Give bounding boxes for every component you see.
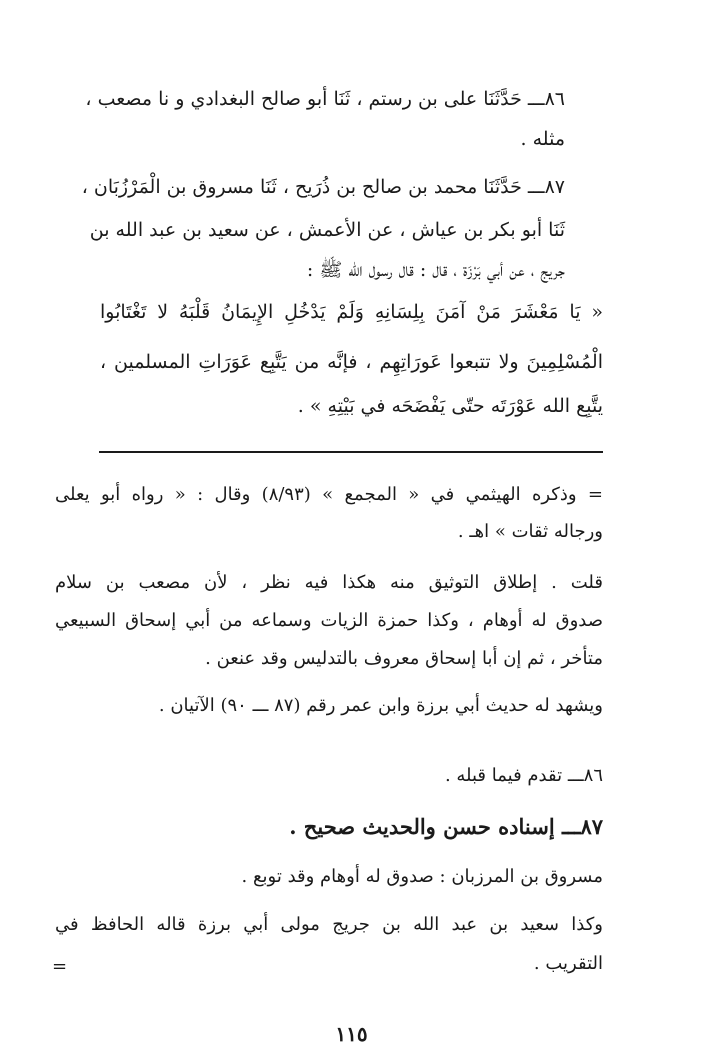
- footnote-continuation-line-1: = وذكره الهيثمي في « المجمع » (٨/٩٣) وقال : « رواه أبو يعلى: [55, 484, 603, 505]
- footnote-87-line-3: التقريب .: [533, 953, 603, 974]
- hadith-86-line-2: مثله .: [520, 128, 565, 150]
- page-number: ١١٥: [335, 1022, 368, 1046]
- footnote-87-heading: ٨٧ـــ إسناده حسن والحديث صحيح .: [289, 814, 603, 839]
- footnote-witness: ويشهد له حديث أبي برزة وابن عمر رقم (٨٧ ـــ ٩٠) الآتيان .: [158, 695, 603, 716]
- hadith-87-line-4: « يَا مَعْشَرَ مَنْ آمَنَ بِلِسَانِهِ وَلَمْ يَدْخُلِ الإِيمَانُ قَلْبَهُ لا تَغْتَابُوا: [100, 301, 603, 323]
- hadith-86-line-1: ٨٦ـــ حَدَّثَنَا على بن رستم ، ثَنَا أبو صالح البغدادي و نا مصعب ،: [85, 88, 565, 110]
- footnote-separator: [99, 451, 603, 453]
- hadith-87-line-6: يتَّبِع الله عَوْرَتَه حتّى يَفْضَحَه في بَيْتِهِ » .: [297, 395, 603, 417]
- footnote-note-line-1: قلت . إطلاق التوثيق منه هكذا فيه نظر ، لأن مصعب بن سلام: [55, 572, 603, 593]
- continuation-mark: =: [52, 956, 68, 977]
- hadith-87-line-2: ثَنَا أبو بكر بن عياش ، عن الأعمش ، عن سعيد بن عبد الله بن: [89, 219, 565, 241]
- footnote-87-line-1: مسروق بن المرزبان : صدوق له أوهام وقد توبع .: [241, 866, 603, 887]
- hadith-87-line-3: جريج ، عن أبي بَرْزَة ، قال : قال رسول الله ﷺ :: [306, 259, 565, 281]
- footnote-continuation-line-2: ورجاله ثقات » اهـ .: [457, 521, 603, 542]
- hadith-87-line-5: الْمُسْلِمِينَ ولا تتبعوا عَورَاتِهِم ، فإنَّه من يَتَّبِع عَوَرَاتِ المسلمين ،: [100, 351, 603, 373]
- hadith-87-line-1: ٨٧ـــ حَدَّثَنَا محمد بن صالح بن ذُرَيح ، ثَنَا مسروق بن الْمَرْزُبَان ،: [81, 176, 565, 198]
- footnote-87-line-2: وكذا سعيد بن عبد الله بن جريج مولى أبي برزة قاله الحافظ في: [55, 914, 603, 935]
- footnote-note-line-2: صدوق له أوهام ، وكذا حمزة الزيات وسماعه من أبي إسحاق السبيعي: [55, 610, 603, 631]
- footnote-86: ٨٦ـــ تقدم فيما قبله .: [444, 765, 603, 786]
- footnote-note-line-3: متأخر ، ثم إن أبا إسحاق معروف بالتدليس وقد عنعن .: [205, 648, 603, 669]
